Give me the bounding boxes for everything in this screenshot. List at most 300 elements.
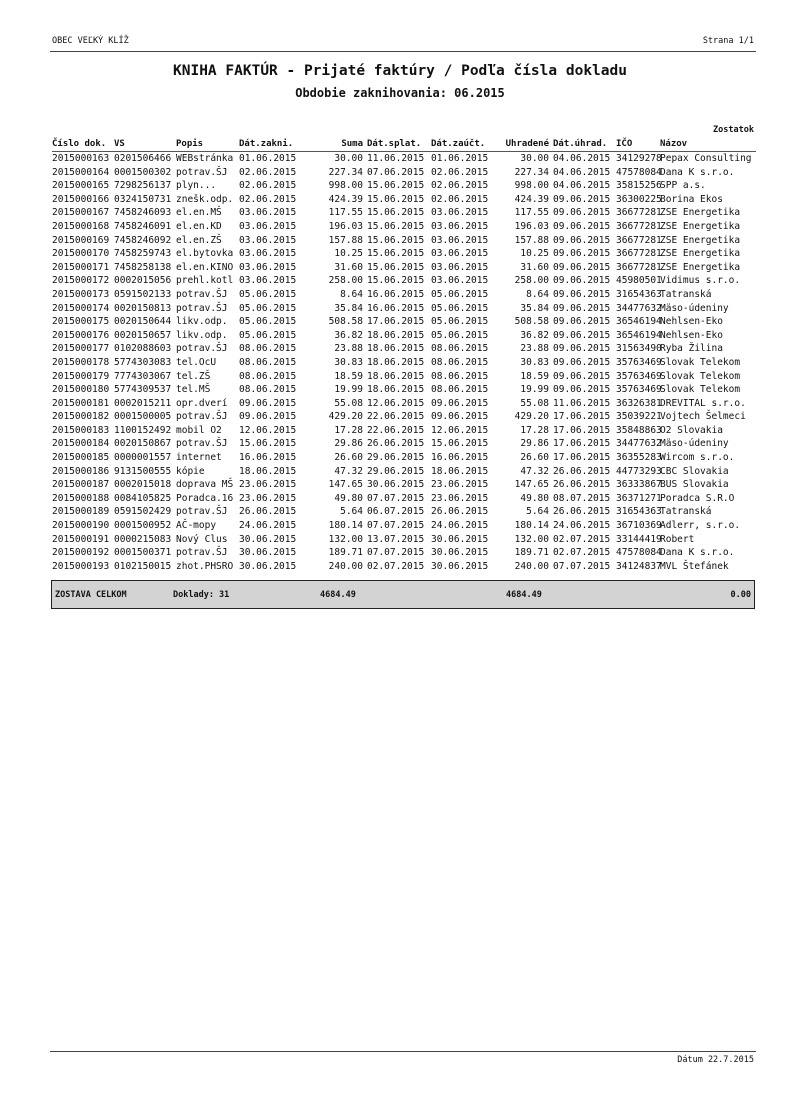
cell-paid-date: 09.06.2015 xyxy=(553,248,611,260)
totals-balance: 0.00 xyxy=(730,590,751,600)
cell-ico: 36300225 xyxy=(616,193,662,205)
cell-paid-amount: 227.34 xyxy=(514,166,549,178)
table-row xyxy=(52,274,756,288)
cell-sum: 147.65 xyxy=(328,479,363,491)
cell-ico: 34124837 xyxy=(616,560,662,572)
cell-doc-number: 2015000188 xyxy=(52,492,110,504)
cell-due-date: 22.06.2015 xyxy=(367,411,425,423)
table-row xyxy=(52,424,756,438)
cell-description: internet xyxy=(176,452,222,464)
table-row xyxy=(52,302,756,316)
table-row xyxy=(52,234,756,248)
cell-sum: 30.00 xyxy=(334,153,363,164)
cell-paid-amount: 180.14 xyxy=(514,520,549,532)
cell-doc-number: 2015000179 xyxy=(52,370,110,382)
table-row xyxy=(52,397,756,411)
cell-paid-date: 08.07.2015 xyxy=(553,492,611,504)
cell-description: potrav.ŠJ xyxy=(176,506,228,518)
cell-paid-date: 09.06.2015 xyxy=(553,370,611,382)
cell-posted-date: 24.06.2015 xyxy=(239,520,297,532)
cell-paid-date: 02.07.2015 xyxy=(553,533,611,545)
cell-booked-date: 05.06.2015 xyxy=(431,316,489,328)
cell-variable-symbol: 0020150813 xyxy=(114,302,172,314)
table-row xyxy=(52,478,756,492)
cell-paid-amount: 47.32 xyxy=(520,465,549,477)
cell-variable-symbol: 7458246093 xyxy=(114,207,172,219)
cell-doc-number: 2015000164 xyxy=(52,166,110,178)
cell-posted-date: 05.06.2015 xyxy=(239,329,297,341)
cell-paid-date: 09.06.2015 xyxy=(553,220,611,232)
cell-paid-amount: 55.08 xyxy=(520,397,549,409)
report-period: Obdobie zaknihovania: 06.2015 xyxy=(295,86,505,100)
cell-supplier-name: Nehlsen-Eko xyxy=(660,316,723,328)
cell-variable-symbol: 0001500302 xyxy=(114,166,172,178)
totals-label: ZOSTAVA CELKOM xyxy=(55,590,127,600)
cell-paid-amount: 18.59 xyxy=(520,370,549,382)
cell-doc-number: 2015000180 xyxy=(52,384,110,396)
cell-posted-date: 03.06.2015 xyxy=(239,261,297,273)
cell-description: kópie xyxy=(176,465,205,477)
cell-sum: 17.28 xyxy=(334,424,363,436)
cell-booked-date: 30.06.2015 xyxy=(431,533,489,545)
cell-description: likv.odp. xyxy=(176,316,228,328)
table-row xyxy=(52,533,756,547)
cell-supplier-name: ZSE Energetika xyxy=(660,220,741,232)
cell-posted-date: 30.06.2015 xyxy=(239,533,297,545)
cell-paid-amount: 196.03 xyxy=(514,220,549,232)
cell-variable-symbol: 0084105825 xyxy=(114,492,172,504)
cell-due-date: 11.06.2015 xyxy=(367,153,425,164)
cell-paid-amount: 49.80 xyxy=(520,492,549,504)
cell-due-date: 07.07.2015 xyxy=(367,492,425,504)
cell-doc-number: 2015000186 xyxy=(52,465,110,477)
cell-booked-date: 05.06.2015 xyxy=(431,302,489,314)
cell-supplier-name: O2 Slovakia xyxy=(660,424,723,436)
cell-variable-symbol: 0002015018 xyxy=(114,479,172,491)
cell-sum: 424.39 xyxy=(328,193,363,205)
cell-due-date: 22.06.2015 xyxy=(367,424,425,436)
cell-booked-date: 24.06.2015 xyxy=(431,520,489,532)
cell-posted-date: 30.06.2015 xyxy=(239,560,297,572)
cell-sum: 508.58 xyxy=(328,316,363,328)
cell-booked-date: 23.06.2015 xyxy=(431,479,489,491)
cell-due-date: 15.06.2015 xyxy=(367,234,425,246)
cell-ico: 44773293 xyxy=(616,465,662,477)
table-row xyxy=(52,451,756,465)
cell-posted-date: 16.06.2015 xyxy=(239,452,297,464)
cell-description: potrav.ŠJ xyxy=(176,547,228,559)
cell-paid-amount: 30.83 xyxy=(520,356,549,368)
cell-paid-amount: 132.00 xyxy=(514,533,549,545)
cell-ico: 35763469 xyxy=(616,384,662,396)
cell-paid-amount: 157.88 xyxy=(514,234,549,246)
cell-supplier-name: ZSE Energetika xyxy=(660,261,741,273)
cell-supplier-name: Dana K s.r.o. xyxy=(660,547,735,559)
cell-due-date: 17.06.2015 xyxy=(367,316,425,328)
cell-ico: 35763469 xyxy=(616,370,662,382)
cell-supplier-name: Dana K s.r.o. xyxy=(660,166,735,178)
table-row xyxy=(52,410,756,424)
cell-description: AČ-mopy xyxy=(176,520,217,532)
cell-variable-symbol: 0000215083 xyxy=(114,533,172,545)
cell-ico: 34477632 xyxy=(616,438,662,450)
cell-paid-amount: 258.00 xyxy=(514,275,549,287)
cell-supplier-name: ZSE Energetika xyxy=(660,248,741,260)
cell-ico: 36546194 xyxy=(616,329,662,341)
cell-posted-date: 02.06.2015 xyxy=(239,180,297,192)
cell-due-date: 16.06.2015 xyxy=(367,302,425,314)
totals-sum: 4684.49 xyxy=(320,590,356,600)
cell-due-date: 12.06.2015 xyxy=(367,397,425,409)
cell-sum: 29.86 xyxy=(334,438,363,450)
col-header-paid: Uhradené xyxy=(491,137,549,152)
cell-description: potrav.ŠJ xyxy=(176,166,228,178)
cell-ico: 36333867 xyxy=(616,479,662,491)
cell-description: tel.MŠ xyxy=(176,384,211,396)
table-header-row xyxy=(52,137,756,152)
cell-description: el.en.KD xyxy=(176,220,222,232)
cell-due-date: 15.06.2015 xyxy=(367,261,425,273)
cell-paid-date: 04.06.2015 xyxy=(553,180,611,192)
col-header-booked: Dát.zaúčt. xyxy=(427,137,491,152)
cell-paid-date: 09.06.2015 xyxy=(553,275,611,287)
cell-variable-symbol: 0002015211 xyxy=(114,397,172,409)
cell-ico: 34477632 xyxy=(616,302,662,314)
cell-booked-date: 05.06.2015 xyxy=(431,288,489,300)
table-row xyxy=(52,247,756,261)
table-row xyxy=(52,166,756,180)
cell-booked-date: 23.06.2015 xyxy=(431,492,489,504)
cell-paid-amount: 5.64 xyxy=(526,506,549,518)
cell-variable-symbol: 0002015056 xyxy=(114,275,172,287)
cell-booked-date: 30.06.2015 xyxy=(431,560,489,572)
report-title: KNIHA FAKTÚR - Prijaté faktúry / Podľa čísla dokladu xyxy=(173,63,627,79)
cell-paid-date: 17.06.2015 xyxy=(553,411,611,423)
cell-ico: 36677281 xyxy=(616,234,662,246)
cell-description: potrav.ŠJ xyxy=(176,302,228,314)
cell-sum: 19.99 xyxy=(334,384,363,396)
cell-booked-date: 03.06.2015 xyxy=(431,207,489,219)
cell-posted-date: 03.06.2015 xyxy=(239,248,297,260)
cell-paid-amount: 30.00 xyxy=(520,153,549,164)
cell-doc-number: 2015000184 xyxy=(52,438,110,450)
cell-ico: 31654363 xyxy=(616,506,662,518)
cell-booked-date: 08.06.2015 xyxy=(431,343,489,355)
cell-due-date: 29.06.2015 xyxy=(367,465,425,477)
cell-booked-date: 08.06.2015 xyxy=(431,384,489,396)
cell-variable-symbol: 0020150867 xyxy=(114,438,172,450)
footer-date: Dátum 22.7.2015 xyxy=(677,1055,754,1065)
cell-sum: 132.00 xyxy=(328,533,363,545)
cell-booked-date: 30.06.2015 xyxy=(431,547,489,559)
cell-booked-date: 03.06.2015 xyxy=(431,234,489,246)
cell-description: el.en.ZŠ xyxy=(176,234,222,246)
cell-posted-date: 05.06.2015 xyxy=(239,316,297,328)
cell-supplier-name: Adlerr, s.r.o. xyxy=(660,520,741,532)
cell-posted-date: 26.06.2015 xyxy=(239,506,297,518)
cell-due-date: 29.06.2015 xyxy=(367,452,425,464)
cell-supplier-name: Slovak Telekom xyxy=(660,356,741,368)
cell-paid-date: 09.06.2015 xyxy=(553,288,611,300)
cell-doc-number: 2015000170 xyxy=(52,248,110,260)
cell-paid-date: 09.06.2015 xyxy=(553,261,611,273)
cell-due-date: 15.06.2015 xyxy=(367,193,425,205)
cell-description: plyn... xyxy=(176,180,217,192)
cell-supplier-name: ZSE Energetika xyxy=(660,207,741,219)
col-header-doc: Číslo dok. xyxy=(52,137,114,152)
cell-variable-symbol: 5774309537 xyxy=(114,384,172,396)
cell-due-date: 13.07.2015 xyxy=(367,533,425,545)
cell-due-date: 18.06.2015 xyxy=(367,370,425,382)
col-header-due: Dát.splat. xyxy=(363,137,427,152)
cell-description: mobil O2 xyxy=(176,424,222,436)
cell-description: el.bytovka xyxy=(176,248,234,260)
cell-booked-date: 01.06.2015 xyxy=(431,153,489,164)
cell-booked-date: 12.06.2015 xyxy=(431,424,489,436)
cell-paid-date: 17.06.2015 xyxy=(553,438,611,450)
cell-paid-amount: 8.64 xyxy=(526,288,549,300)
cell-sum: 258.00 xyxy=(328,275,363,287)
cell-posted-date: 03.06.2015 xyxy=(239,220,297,232)
totals-paid: 4684.49 xyxy=(506,590,542,600)
cell-doc-number: 2015000193 xyxy=(52,560,110,572)
cell-ico: 36677281 xyxy=(616,207,662,219)
cell-ico: 47578084 xyxy=(616,166,662,178)
cell-posted-date: 23.06.2015 xyxy=(239,479,297,491)
cell-supplier-name: Borina Ekos xyxy=(660,193,723,205)
cell-supplier-name: Mäso-údeniny xyxy=(660,438,729,450)
cell-paid-date: 09.06.2015 xyxy=(553,343,611,355)
cell-paid-amount: 998.00 xyxy=(514,180,549,192)
cell-supplier-name: Wircom s.r.o. xyxy=(660,452,735,464)
cell-doc-number: 2015000187 xyxy=(52,479,110,491)
cell-booked-date: 18.06.2015 xyxy=(431,465,489,477)
cell-variable-symbol: 0102150015 xyxy=(114,560,172,572)
cell-posted-date: 12.06.2015 xyxy=(239,424,297,436)
cell-due-date: 15.06.2015 xyxy=(367,180,425,192)
cell-doc-number: 2015000167 xyxy=(52,207,110,219)
cell-ico: 36371271 xyxy=(616,492,662,504)
cell-paid-date: 09.06.2015 xyxy=(553,384,611,396)
cell-booked-date: 03.06.2015 xyxy=(431,220,489,232)
cell-sum: 47.32 xyxy=(334,465,363,477)
cell-ico: 36677281 xyxy=(616,248,662,260)
cell-paid-date: 04.06.2015 xyxy=(553,166,611,178)
invoice-table xyxy=(52,137,756,573)
cell-posted-date: 08.06.2015 xyxy=(239,370,297,382)
table-row xyxy=(52,261,756,275)
cell-ico: 36710369 xyxy=(616,520,662,532)
cell-booked-date: 02.06.2015 xyxy=(431,166,489,178)
cell-sum: 10.25 xyxy=(334,248,363,260)
cell-posted-date: 03.06.2015 xyxy=(239,275,297,287)
col-header-vs: VS xyxy=(114,137,176,152)
cell-doc-number: 2015000191 xyxy=(52,533,110,545)
cell-due-date: 18.06.2015 xyxy=(367,329,425,341)
cell-booked-date: 03.06.2015 xyxy=(431,261,489,273)
cell-sum: 36.82 xyxy=(334,329,363,341)
cell-doc-number: 2015000174 xyxy=(52,302,110,314)
cell-paid-date: 07.07.2015 xyxy=(553,560,611,572)
cell-booked-date: 08.06.2015 xyxy=(431,370,489,382)
cell-paid-amount: 19.99 xyxy=(520,384,549,396)
cell-sum: 227.34 xyxy=(328,166,363,178)
cell-ico: 36677281 xyxy=(616,220,662,232)
cell-paid-amount: 10.25 xyxy=(520,248,549,260)
cell-posted-date: 08.06.2015 xyxy=(239,356,297,368)
cell-variable-symbol: 5774303083 xyxy=(114,356,172,368)
header-organization: OBEC VEĽKÝ KLÍŽ xyxy=(52,36,129,46)
cell-description: Nový Clus xyxy=(176,533,228,545)
cell-sum: 49.80 xyxy=(334,492,363,504)
cell-sum: 31.60 xyxy=(334,261,363,273)
cell-supplier-name: MVL Štefánek xyxy=(660,560,729,572)
cell-doc-number: 2015000165 xyxy=(52,180,110,192)
cell-doc-number: 2015000163 xyxy=(52,153,110,164)
balance-column-label: Zostatok xyxy=(713,125,754,135)
cell-paid-amount: 17.28 xyxy=(520,424,549,436)
cell-sum: 30.83 xyxy=(334,356,363,368)
cell-variable-symbol: 0324150731 xyxy=(114,193,172,205)
table-row xyxy=(52,505,756,519)
cell-ico: 35848863 xyxy=(616,424,662,436)
cell-description: tel.OcU xyxy=(176,356,217,368)
cell-paid-date: 11.06.2015 xyxy=(553,397,611,409)
cell-supplier-name: Vidimus s.r.o. xyxy=(660,275,741,287)
cell-due-date: 15.06.2015 xyxy=(367,248,425,260)
cell-paid-date: 24.06.2015 xyxy=(553,520,611,532)
cell-booked-date: 02.06.2015 xyxy=(431,180,489,192)
cell-ico: 45980501 xyxy=(616,275,662,287)
cell-booked-date: 03.06.2015 xyxy=(431,275,489,287)
cell-paid-amount: 240.00 xyxy=(514,560,549,572)
cell-posted-date: 30.06.2015 xyxy=(239,547,297,559)
cell-ico: 36326381 xyxy=(616,397,662,409)
cell-ico: 31563490 xyxy=(616,343,662,355)
cell-description: potrav.ŠJ xyxy=(176,288,228,300)
table-row xyxy=(52,519,756,533)
cell-ico: 35815256 xyxy=(616,180,662,192)
cell-variable-symbol: 1100152492 xyxy=(114,424,172,436)
cell-doc-number: 2015000171 xyxy=(52,261,110,273)
cell-paid-amount: 117.55 xyxy=(514,207,549,219)
cell-paid-date: 26.06.2015 xyxy=(553,506,611,518)
col-header-ico: IČO xyxy=(612,137,656,152)
cell-paid-date: 09.06.2015 xyxy=(553,329,611,341)
table-row xyxy=(52,206,756,220)
cell-variable-symbol: 0591502133 xyxy=(114,288,172,300)
cell-doc-number: 2015000189 xyxy=(52,506,110,518)
cell-due-date: 06.07.2015 xyxy=(367,506,425,518)
cell-description: WEBstránka xyxy=(176,153,234,164)
cell-supplier-name: CBC Slovakia xyxy=(660,465,729,477)
cell-ico: 47578084 xyxy=(616,547,662,559)
cell-sum: 18.59 xyxy=(334,370,363,382)
cell-variable-symbol: 0001500952 xyxy=(114,520,172,532)
cell-doc-number: 2015000168 xyxy=(52,220,110,232)
cell-doc-number: 2015000176 xyxy=(52,329,110,341)
cell-paid-amount: 147.65 xyxy=(514,479,549,491)
cell-ico: 36546194 xyxy=(616,316,662,328)
cell-booked-date: 02.06.2015 xyxy=(431,193,489,205)
table-row xyxy=(52,383,756,397)
cell-description: opr.dverí xyxy=(176,397,228,409)
cell-sum: 23.88 xyxy=(334,343,363,355)
cell-sum: 240.00 xyxy=(328,560,363,572)
cell-description: tel.ZŠ xyxy=(176,370,211,382)
table-row xyxy=(52,492,756,506)
cell-paid-amount: 23.88 xyxy=(520,343,549,355)
cell-due-date: 16.06.2015 xyxy=(367,288,425,300)
cell-sum: 35.84 xyxy=(334,302,363,314)
cell-sum: 26.60 xyxy=(334,452,363,464)
table-row xyxy=(52,546,756,560)
col-header-sum: Suma xyxy=(305,137,363,152)
cell-paid-date: 17.06.2015 xyxy=(553,424,611,436)
cell-paid-amount: 31.60 xyxy=(520,261,549,273)
cell-description: potrav.ŠJ xyxy=(176,343,228,355)
cell-due-date: 15.06.2015 xyxy=(367,275,425,287)
cell-description: el.en.KINO xyxy=(176,261,234,273)
cell-posted-date: 18.06.2015 xyxy=(239,465,297,477)
cell-variable-symbol: 0000001557 xyxy=(114,452,172,464)
table-row xyxy=(52,342,756,356)
cell-description: Poradca.16 xyxy=(176,492,234,504)
table-row xyxy=(52,560,756,574)
cell-posted-date: 15.06.2015 xyxy=(239,438,297,450)
cell-ico: 35763469 xyxy=(616,356,662,368)
cell-booked-date: 08.06.2015 xyxy=(431,356,489,368)
cell-booked-date: 09.06.2015 xyxy=(431,397,489,409)
cell-due-date: 18.06.2015 xyxy=(367,356,425,368)
cell-sum: 189.71 xyxy=(328,547,363,559)
cell-doc-number: 2015000181 xyxy=(52,397,110,409)
cell-paid-date: 04.06.2015 xyxy=(553,153,611,164)
cell-variable-symbol: 0020150657 xyxy=(114,329,172,341)
cell-supplier-name: Tatranská xyxy=(660,288,712,300)
cell-doc-number: 2015000178 xyxy=(52,356,110,368)
cell-supplier-name: Ryba Žilina xyxy=(660,343,723,355)
col-header-desc: Popis xyxy=(176,137,239,152)
cell-supplier-name: Vojtech Šelmeci xyxy=(660,411,746,423)
cell-sum: 196.03 xyxy=(328,220,363,232)
cell-variable-symbol: 7458246091 xyxy=(114,220,172,232)
cell-supplier-name: DREVITAL s.r.o. xyxy=(660,397,746,409)
cell-variable-symbol: 7298256137 xyxy=(114,180,172,192)
cell-variable-symbol: 7774303067 xyxy=(114,370,172,382)
table-row xyxy=(52,437,756,451)
cell-supplier-name: Mäso-údeniny xyxy=(660,302,729,314)
cell-description: doprava MŠ xyxy=(176,479,234,491)
cell-description: el.en.MŠ xyxy=(176,207,222,219)
table-row xyxy=(52,315,756,329)
cell-supplier-name: SPP a.s. xyxy=(660,180,706,192)
cell-paid-amount: 26.60 xyxy=(520,452,549,464)
cell-supplier-name: Poradca S.R.O xyxy=(660,492,735,504)
cell-due-date: 30.06.2015 xyxy=(367,479,425,491)
cell-variable-symbol: 0201506466 xyxy=(114,153,172,164)
cell-due-date: 26.06.2015 xyxy=(367,438,425,450)
cell-due-date: 15.06.2015 xyxy=(367,220,425,232)
cell-booked-date: 15.06.2015 xyxy=(431,438,489,450)
cell-due-date: 07.07.2015 xyxy=(367,520,425,532)
cell-paid-amount: 429.20 xyxy=(514,411,549,423)
table-row xyxy=(52,370,756,384)
cell-variable-symbol: 0102088603 xyxy=(114,343,172,355)
cell-booked-date: 03.06.2015 xyxy=(431,248,489,260)
cell-description: znešk.odp. xyxy=(176,193,234,205)
cell-ico: 35039221 xyxy=(616,411,662,423)
